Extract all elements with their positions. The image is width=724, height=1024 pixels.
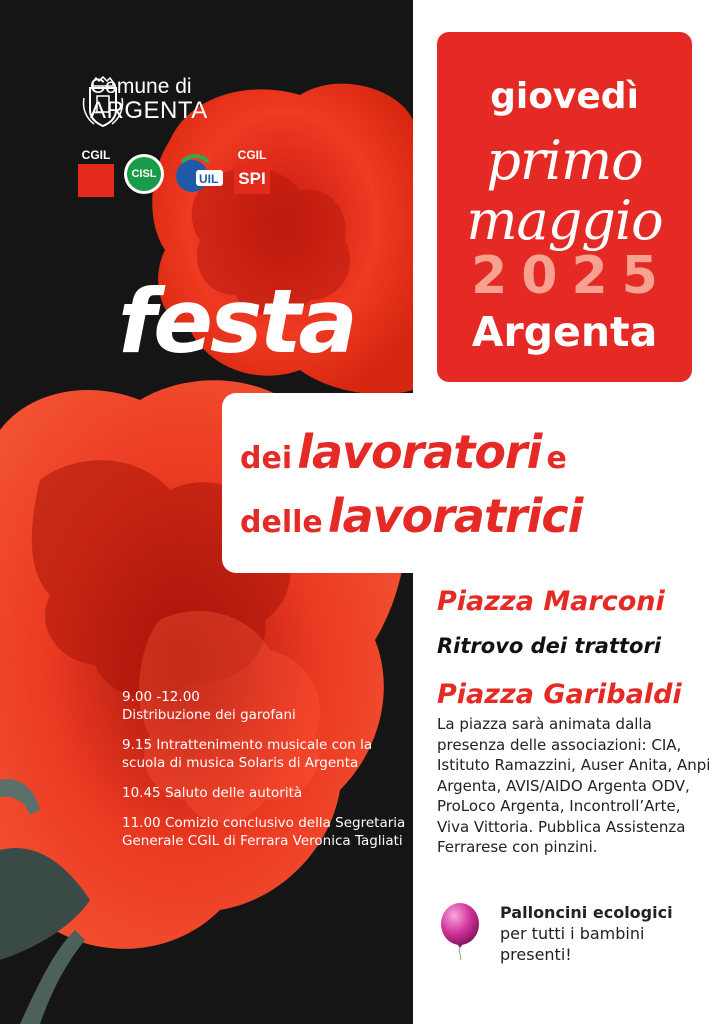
- program-time: 9.00 -12.00: [122, 689, 200, 705]
- title-dei: dei: [240, 441, 293, 476]
- program-item: [122, 784, 407, 802]
- associations-text: La piazza sarà animata dalla presenza delle associazioni: CIA, Istituto Ramazzini, Auser Anita, Anpi Argenta, AVIS/AIDO Argenta ODV, ProLoco Argenta, Incontroll’Arte, Viva Vittoria. Pubblica Assistenza Ferrarese con pinzini.: [437, 715, 711, 856]
- primo-label: primo: [486, 129, 643, 192]
- program-text: Saluto delle autorità: [164, 785, 303, 801]
- spi-label: SPI: [234, 164, 270, 194]
- balloon-icon: [437, 902, 483, 962]
- title-line-2: [240, 489, 583, 543]
- location-piazza-garibaldi: Piazza Garibaldi: [437, 679, 682, 710]
- maggio-label: maggio: [466, 189, 663, 252]
- program-item: [122, 736, 407, 772]
- cgil-label: CGIL: [81, 148, 111, 162]
- title-lavoratrici: lavoratrici: [327, 489, 583, 543]
- union-logos: [78, 148, 270, 197]
- balloon-rest: per tutti i bambini presenti!: [500, 924, 645, 964]
- title-delle: delle: [240, 505, 323, 540]
- comune-line1: Comune di: [90, 75, 192, 98]
- year-label: 2025: [471, 246, 672, 306]
- balloon-note: [500, 902, 710, 965]
- spi-top-label: CGIL: [237, 148, 267, 162]
- location-marconi-detail: Ritrovo dei trattori: [437, 634, 662, 658]
- festa-heading: festa: [118, 270, 355, 373]
- comune-logo: [80, 76, 208, 123]
- balloon-bold: Palloncini ecologici: [500, 903, 673, 922]
- comune-line2: ARGENTA: [90, 97, 208, 124]
- cisl-logo: [124, 154, 164, 194]
- cgil-logo: [78, 148, 114, 197]
- title-line-1: [240, 425, 567, 479]
- title-lavoratori: lavoratori: [297, 425, 542, 479]
- uil-logo: [174, 152, 224, 196]
- program-text: Comizio conclusivo della Segretaria Generale CGIL di Ferrara Veronica Tagliati: [122, 815, 406, 849]
- title-card: [222, 393, 692, 573]
- title-e: e: [546, 441, 567, 476]
- program-time: 10.45: [122, 785, 161, 801]
- uil-label: UIL: [199, 172, 219, 186]
- spi-logo: [234, 148, 270, 194]
- program-item: [122, 688, 407, 724]
- cisl-label: CISL: [127, 157, 161, 191]
- program-list: [122, 688, 407, 862]
- day-label: giovedì: [490, 76, 639, 117]
- program-item: [122, 814, 407, 850]
- location-piazza-marconi: Piazza Marconi: [437, 586, 665, 617]
- city-label: Argenta: [471, 308, 658, 356]
- coat-of-arms-icon: [80, 76, 126, 128]
- program-time: 9.15: [122, 737, 153, 753]
- program-text: Intrattenimento musicale con la scuola di musica Solaris di Argenta: [122, 737, 373, 771]
- date-card: [437, 32, 692, 382]
- program-time: 11.00: [122, 815, 161, 831]
- program-text: Distribuzione dei garofani: [122, 707, 296, 723]
